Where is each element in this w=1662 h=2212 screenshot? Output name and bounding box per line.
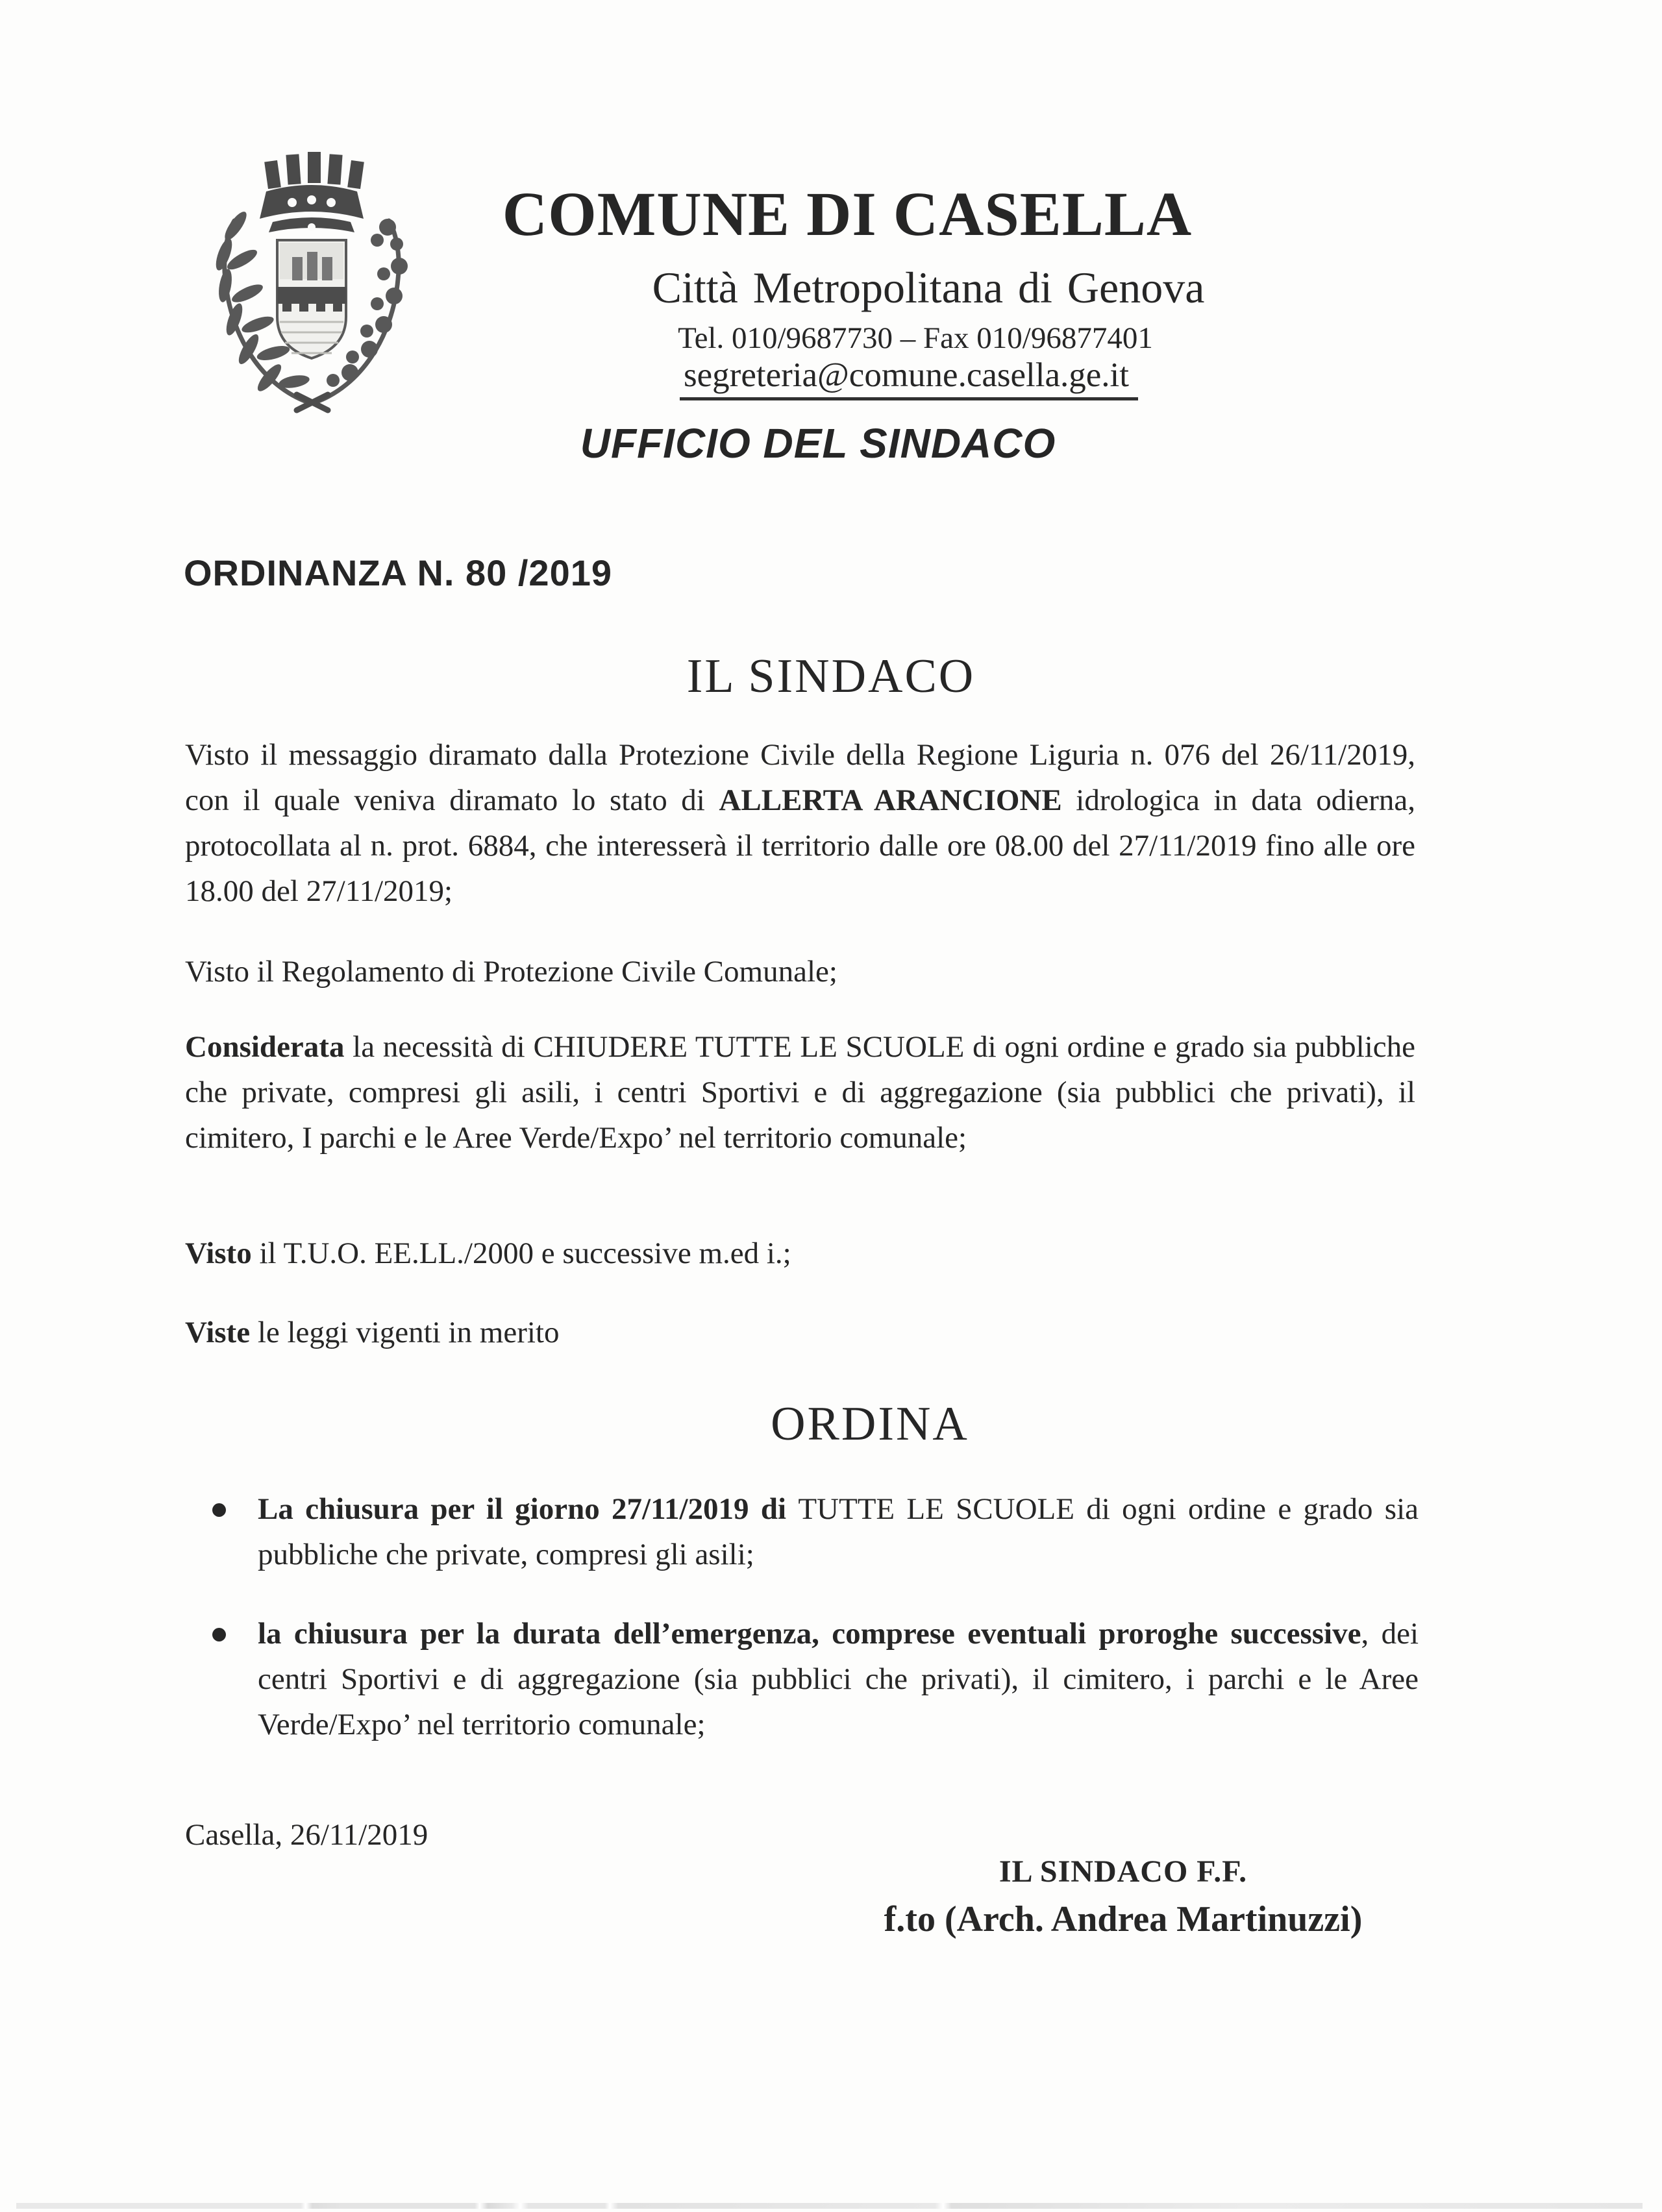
province-line: Città Metropolitana di Genova <box>652 263 1205 312</box>
order-item-1 <box>185 1486 1419 1577</box>
premise-paragraph-5: Viste le leggi vigenti in merito <box>185 1316 560 1349</box>
bullet-icon <box>212 1503 226 1517</box>
order-item-2 <box>185 1611 1419 1747</box>
email-line <box>454 356 1363 400</box>
signature-name: f.to (Arch. Andrea Martinuzzi) <box>884 1899 1363 1939</box>
phone-fax-line: Tel. 010/9687730 – Fax 010/96877401 <box>678 321 1153 355</box>
issuer-heading: IL SINDACO <box>686 650 976 703</box>
scanner-artifact <box>16 2203 1643 2209</box>
coat-of-arms-graphic <box>185 130 438 415</box>
bullet-icon <box>212 1628 226 1641</box>
order-item-2-text: la chiusura per la durata dell’emergenza, comprese eventuali proroghe successive, dei centri Sportivi e di aggregazione (sia pubblici che privati), il cimitero, i parchi e le Aree Verde/Expo’ nel territorio comunale; <box>258 1617 1419 1741</box>
premise-paragraph-4: Visto il T.U.O. EE.LL./2000 e successive m.ed i.; <box>185 1236 791 1270</box>
order-heading: ORDINA <box>771 1397 969 1451</box>
office-title: UFFICIO DEL SINDACO <box>580 420 1056 467</box>
email-address: segreteria@comune.casella.ge.it <box>680 356 1138 400</box>
signature-role: IL SINDACO F.F. <box>998 1854 1248 1889</box>
order-item-1-text: La chiusura per il giorno 27/11/2019 di TUTTE LE SCUOLE di ogni ordine e grado sia pubbliche che private, compresi gli asili; <box>258 1492 1419 1571</box>
signature-block <box>766 1854 1480 1940</box>
place-date: Casella, 26/11/2019 <box>185 1818 428 1852</box>
premise-paragraph-1: Visto il messaggio diramato dalla Protezione Civile della Regione Liguria n. 076 del 26/11/2019, con il quale veniva diramato lo stato di ALLERTA ARANCIONE idrologica in data odierna, protocollata al n. prot. 6884, che interesserà il territorio dalle ore 08.00 del 27/11/2019 fino alle ore 18.00 del 27/11/2019; <box>185 738 1415 908</box>
premise-paragraph-2: Visto il Regolamento di Protezione Civile Comunale; <box>185 955 837 989</box>
ordinance-number: ORDINANZA N. 80 /2019 <box>184 552 612 593</box>
municipal-crest-icon <box>185 130 438 415</box>
premise-paragraph-3: Considerata la necessità di CHIUDERE TUTTE LE SCUOLE di ogni ordine e grado sia pubbliche che private, compresi gli asili, i centri Sportivi e di aggregazione (sia pubblici che privati), il cimitero, I parchi e le Aree Verde/Expo’ nel territorio comunale; <box>185 1030 1415 1155</box>
municipality-name: COMUNE DI CASELLA <box>502 179 1193 249</box>
